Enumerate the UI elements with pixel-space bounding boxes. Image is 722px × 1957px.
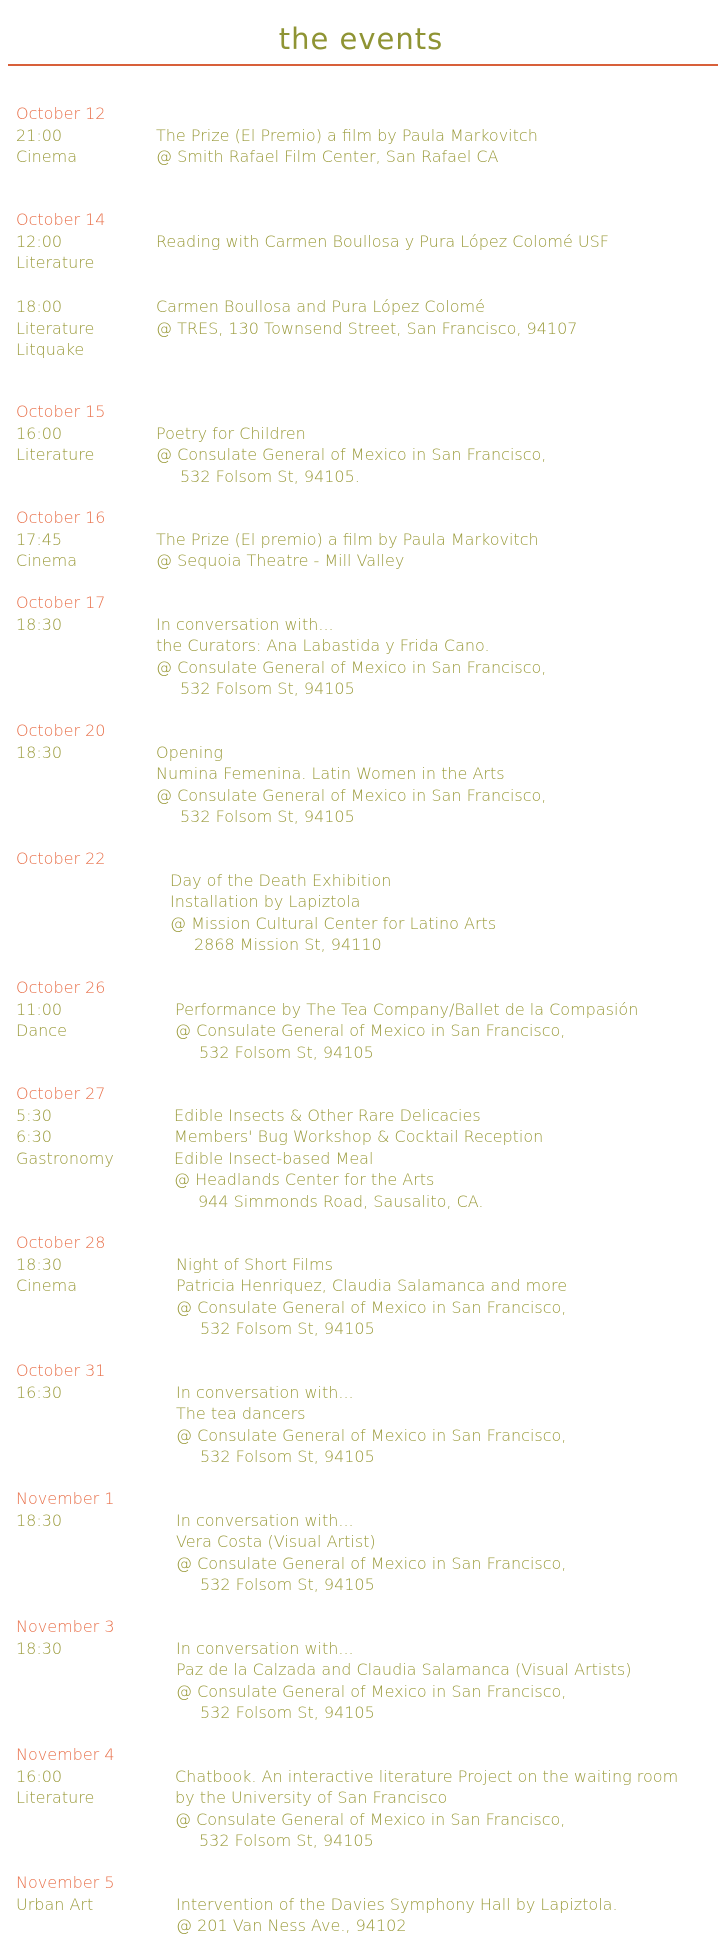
event-meta-line: Cinema — [16, 1276, 77, 1295]
event-meta-line: 21:00 — [16, 125, 63, 145]
event-detail-line: The tea dancers — [176, 1404, 306, 1423]
event-meta-line: 18:30 — [16, 614, 63, 634]
event-meta-line: 16:30 — [16, 1382, 63, 1402]
event-meta — [16, 1254, 176, 1340]
event-detail-line: Opening — [156, 742, 223, 762]
event-detail-line: @ Consulate General of Mexico in San Francisco, — [176, 1681, 567, 1701]
event-date: October 17 — [16, 593, 106, 612]
event-detail-line: In conversation with... — [176, 1510, 354, 1530]
event-entry — [16, 592, 546, 700]
event-detail-line: @ TRES, 130 Townsend Street, San Francisco, 94107 — [156, 318, 578, 338]
event-detail-line: @ Consulate General of Mexico in San Francisco, — [176, 1297, 567, 1317]
event-entry — [16, 848, 496, 956]
event-meta-line: Literature — [16, 1788, 95, 1807]
event-meta-line: 18:30 — [16, 1254, 63, 1274]
event-meta — [16, 870, 170, 956]
event-detail-line: @ Consulate General of Mexico in San Francisco, — [176, 1553, 567, 1573]
event-details — [174, 1105, 543, 1213]
event-detail-line: by the University of San Francisco — [175, 1788, 448, 1807]
event-detail-line: In conversation with... — [176, 1382, 354, 1402]
event-details — [156, 529, 539, 572]
event-meta-line: Cinema — [16, 551, 77, 570]
event-date: November 1 — [16, 1489, 115, 1508]
event-detail-line: Day of the Death Exhibition — [170, 870, 392, 890]
event-entry — [16, 1232, 567, 1340]
event-detail-line: 2868 Mission St, 94110 — [194, 935, 382, 954]
event-entry — [16, 296, 577, 361]
event-meta-line: 6:30 — [16, 1127, 52, 1146]
event-meta — [16, 1382, 176, 1468]
event-date: October 28 — [16, 1233, 106, 1252]
event-details — [176, 1382, 566, 1468]
event-detail-line: The Prize (El Premio) a film by Paula Markovitch — [156, 125, 538, 145]
event-meta-line: 12:00 — [16, 231, 63, 251]
event-detail-line: Members' Bug Workshop & Cocktail Reception — [174, 1127, 544, 1146]
event-detail-line: @ Consulate General of Mexico in San Francisco, — [175, 1021, 566, 1040]
event-date: October 20 — [16, 721, 106, 740]
event-detail-line: @ Consulate General of Mexico in San Francisco, — [156, 785, 547, 805]
event-meta-line: Gastronomy — [16, 1148, 114, 1168]
event-detail-line: 532 Folsom St, 94105 — [180, 679, 355, 698]
event-meta — [16, 296, 156, 361]
event-details — [156, 125, 538, 168]
event-date: October 16 — [16, 508, 106, 527]
event-details — [156, 423, 546, 488]
event-meta — [16, 1638, 176, 1724]
event-meta — [16, 423, 156, 488]
event-details — [170, 870, 496, 956]
event-date: November 3 — [16, 1617, 115, 1636]
event-detail-line: 532 Folsom St, 94105. — [180, 466, 360, 486]
event-detail-line: Edible Insects & Other Rare Delicacies — [174, 1105, 481, 1125]
event-detail-line: Installation by Lapiztola — [170, 892, 361, 911]
event-detail-line: Chatbook. An interactive literature Project on the waiting room — [175, 1766, 679, 1786]
event-detail-line: @ Mission Cultural Center for Latino Arts — [170, 913, 497, 933]
event-detail-line: Night of Short Films — [176, 1254, 333, 1274]
event-meta-line: 18:00 — [16, 297, 63, 316]
event-meta — [16, 231, 156, 274]
event-detail-line: 532 Folsom St, 94105 — [199, 1042, 374, 1062]
event-meta-line: Dance — [16, 1021, 67, 1040]
event-details — [176, 1638, 632, 1724]
event-date: October 14 — [16, 210, 106, 229]
event-meta-line: Urban Art — [16, 1894, 94, 1914]
event-detail-line: the Curators: Ana Labastida y Frida Cano. — [156, 636, 490, 655]
event-details — [175, 999, 638, 1064]
event-detail-line: Patricia Henriquez, Claudia Salamanca and more — [176, 1276, 568, 1295]
event-date: October 22 — [16, 849, 106, 868]
event-meta — [16, 1510, 176, 1596]
event-meta — [16, 125, 156, 168]
event-detail-line: Paz de la Calzada and Claudia Salamanca (Visual Artists) — [176, 1660, 632, 1679]
event-detail-line: @ Consulate General of Mexico in San Francisco, — [176, 1425, 567, 1445]
event-detail-line: The Prize (El premio) a film by Paula Markovitch — [156, 529, 539, 549]
event-entry — [16, 401, 546, 487]
event-detail-line: Performance by The Tea Company/Ballet de la Compasión — [175, 999, 639, 1019]
event-detail-line: 944 Simmonds Road, Sausalito, CA. — [198, 1191, 484, 1211]
event-details — [176, 1894, 618, 1937]
event-meta-line: Cinema — [16, 147, 77, 166]
event-entry — [16, 720, 546, 828]
event-date: October 15 — [16, 402, 106, 421]
event-meta-line: 5:30 — [16, 1105, 52, 1125]
event-meta-line: Literature — [16, 253, 95, 272]
event-meta-line: 16:00 — [16, 423, 63, 443]
event-detail-line: In conversation with... — [176, 1638, 354, 1658]
event-meta-line: 11:00 — [16, 999, 63, 1019]
event-details — [175, 1766, 678, 1852]
event-detail-line: 532 Folsom St, 94105 — [200, 1447, 375, 1466]
event-meta-line: 18:30 — [16, 1510, 63, 1530]
event-entry — [16, 1083, 543, 1212]
event-details — [176, 1254, 567, 1340]
event-detail-line: Intervention of the Davies Symphony Hall by Lapiztola. — [176, 1894, 618, 1914]
event-date: October 26 — [16, 978, 106, 997]
event-meta — [16, 1105, 174, 1213]
event-entry — [16, 209, 609, 274]
event-details — [156, 742, 546, 828]
event-entry — [16, 1744, 678, 1852]
event-detail-line: @ 201 Van Ness Ave., 94102 — [176, 1916, 407, 1935]
event-date: October 27 — [16, 1084, 106, 1103]
event-detail-line: @ Consulate General of Mexico in San Francisco, — [175, 1809, 566, 1829]
event-detail-line: @ Sequoia Theatre - Mill Valley — [156, 551, 405, 570]
event-date: October 31 — [16, 1361, 106, 1380]
event-detail-line: @ Smith Rafael Film Center, San Rafael CA — [156, 147, 499, 166]
event-detail-line: Poetry for Children — [156, 423, 306, 443]
event-entry — [16, 507, 539, 572]
event-detail-line: @ Consulate General of Mexico in San Francisco, — [156, 445, 547, 464]
event-entry — [16, 1360, 566, 1468]
event-detail-line: @ Consulate General of Mexico in San Francisco, — [156, 657, 547, 677]
event-detail-line: 532 Folsom St, 94105 — [200, 1575, 375, 1594]
event-date: November 4 — [16, 1745, 115, 1764]
event-meta-line: Literature — [16, 445, 95, 464]
event-detail-line: Edible Insect-based Meal — [174, 1148, 374, 1168]
event-meta-line: 18:30 — [16, 742, 63, 762]
event-detail-line: Carmen Boullosa and Pura López Colomé — [156, 297, 485, 316]
event-date: November 5 — [16, 1873, 115, 1892]
event-entry — [16, 1872, 618, 1937]
event-details — [176, 1510, 566, 1596]
event-meta-line: Litquake — [16, 340, 85, 359]
event-meta-line: 18:30 — [16, 1638, 63, 1658]
event-entry — [16, 103, 538, 168]
event-meta-line: 17:45 — [16, 529, 63, 549]
event-entry — [16, 1616, 632, 1724]
event-detail-line: @ Headlands Center for the Arts — [174, 1170, 435, 1189]
event-meta — [16, 614, 156, 700]
event-meta — [16, 1766, 175, 1852]
page-title: the events — [278, 22, 444, 56]
event-details — [156, 231, 609, 274]
event-detail-line: Vera Costa (Visual Artist) — [176, 1532, 376, 1551]
event-meta — [16, 999, 175, 1064]
event-date: October 12 — [16, 104, 106, 123]
event-entry — [16, 1488, 566, 1596]
title-divider — [8, 64, 718, 66]
event-meta — [16, 1894, 176, 1937]
event-detail-line: In conversation with... — [156, 614, 334, 634]
event-meta — [16, 742, 156, 828]
event-detail-line: 532 Folsom St, 94105 — [199, 1831, 374, 1850]
event-detail-line: 532 Folsom St, 94105 — [200, 1319, 375, 1338]
event-entry — [16, 977, 638, 1063]
event-detail-line: 532 Folsom St, 94105 — [180, 807, 355, 826]
event-details — [156, 296, 577, 361]
event-detail-line: Numina Femenina. Latin Women in the Arts — [156, 764, 505, 783]
event-details — [156, 614, 546, 700]
event-detail-line: 532 Folsom St, 94105 — [200, 1703, 375, 1722]
event-detail-line: Reading with Carmen Boullosa y Pura López Colomé USF — [156, 231, 609, 251]
event-meta-line: Literature — [16, 318, 95, 338]
event-meta — [16, 529, 156, 572]
event-meta-line: 16:00 — [16, 1766, 63, 1786]
